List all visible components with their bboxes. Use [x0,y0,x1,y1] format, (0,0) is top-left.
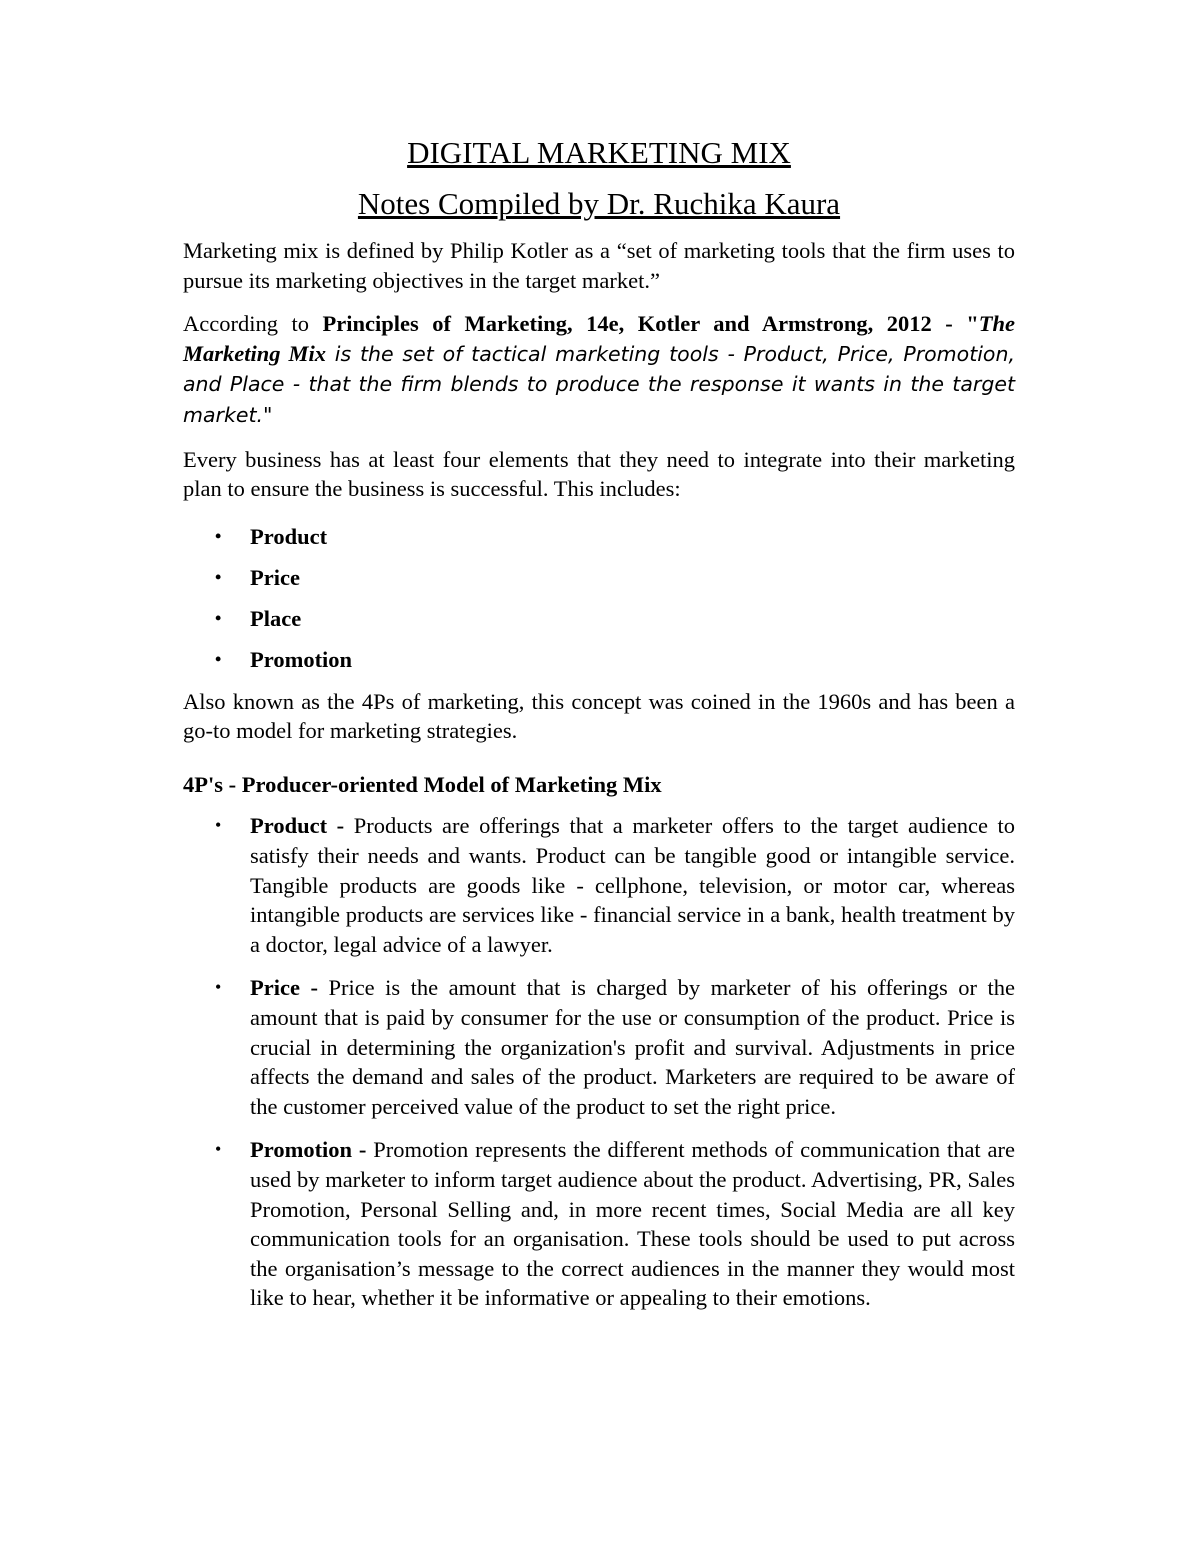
bullet-icon: • [215,525,222,546]
detail-text: Products are offerings that a marketer offers to the target audience to satisfy their needs and wants. Product can be tangible good or intangible service. Tangible products are goods like - cellphone, television, or motor car, whereas intangible products are services like - financial service in a bank, health treatment by a doctor, legal advice of a lawyer. [250,813,1016,957]
detail-term: Price - [250,975,318,1001]
list-item [183,522,1015,552]
list-item-label: Place [250,605,302,631]
list-item-label: Promotion [250,647,353,673]
detail-item-promotion [183,1135,1015,1313]
bullet-icon: • [215,607,222,628]
detail-item-product [183,811,1015,959]
bullet-icon: • [215,977,222,998]
list-item-label: Price [250,564,300,590]
bullet-icon: • [215,566,222,587]
list-item [183,604,1015,634]
quote-open-mark: " [966,311,979,337]
kotler-quote-paragraph [183,309,1015,430]
detail-text: Price is the amount that is charged by marketer of his offerings or the amount that is paid by consumer for the use or consumption of the product. Price is crucial in determining the organization's profit and survival. Adjustments in price affects the demand and sales of the product. Marketers are required to be aware of the customer perceived value of the product to set the right price. [250,975,1015,1119]
section-heading: 4P's - Producer-oriented Model of Marketing Mix [183,771,662,797]
elements-list [183,522,1015,675]
detail-term: Promotion - [250,1137,367,1163]
elements-intro-paragraph: Every business has at least four elements that they need to integrate into their marketing plan to ensure the business is successful. This includes: [183,446,1015,502]
list-item-label: Product [250,523,328,549]
document-title: DIGITAL MARKETING MIX [407,135,791,170]
quote-term: The Marketing Mix [183,311,1016,366]
list-item [183,563,1015,593]
quote-lead: According to [183,311,309,337]
detail-term: Product - [250,813,345,839]
document-page [183,128,1015,1327]
document-subtitle: Notes Compiled by Dr. Ruchika Kaura [357,186,841,221]
bullet-icon: • [215,1139,222,1160]
quote-source: Principles of Marketing, 14e, Kotler and Armstrong, 2012 - [322,311,953,337]
quote-body: is the set of tactical marketing tools - Product, Price, Promotion, and Place - that the firm blends to produce the response it wants in the target market." [183,341,1015,427]
list-item [183,645,1015,675]
bullet-icon: • [215,649,222,670]
four-ps-paragraph: Also known as the 4Ps of marketing, this concept was coined in the 1960s and has been a go-to model for marketing strategies. [183,688,1015,744]
bullet-icon: • [215,815,222,836]
detail-text: Promotion represents the different methods of communication that are used by marketer to inform target audience about the product. Advertising, PR, Sales Promotion, Personal Selling and, in more recent times, Social Media are all key communication tools for an organisation. These tools should be used to put across the organisation’s message to the correct audiences in the manner they would most like to hear, whether it be informative or appealing to their emotions. [250,1137,1015,1311]
details-list [183,811,1015,1313]
definition-paragraph: Marketing mix is defined by Philip Kotler as a “set of marketing tools that the firm uses to pursue its marketing objectives in the target market.” [183,238,1015,293]
detail-item-price [183,973,1015,1121]
